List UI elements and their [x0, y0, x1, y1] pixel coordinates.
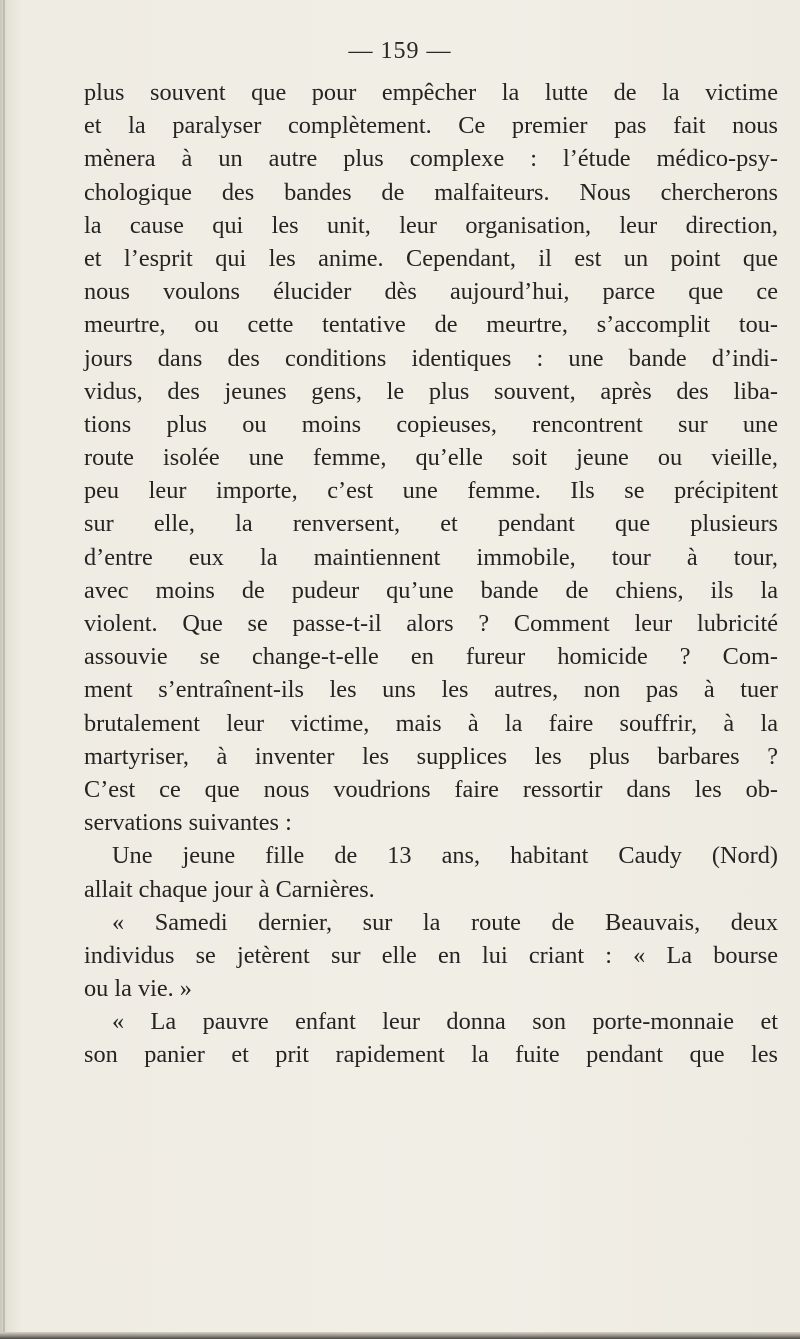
text-line: vidus, des jeunes gens, le plus souvent, après des liba- — [84, 377, 778, 405]
paragraph — [84, 839, 778, 905]
text-line: mènera à un autre plus complexe : l’étude médico-psy- — [84, 145, 778, 173]
page-number: — 159 — — [348, 38, 452, 64]
text-line: chologique des bandes de malfaiteurs. Nous chercherons — [84, 178, 778, 206]
text-line: d’entre eux la maintiennent immobile, tour à tour, — [84, 543, 778, 571]
text-line: C’est ce que nous voudrions faire ressortir dans les ob- — [84, 775, 778, 803]
text-line: jours dans des conditions identiques : une bande d’indi- — [84, 344, 778, 372]
paragraph — [84, 906, 778, 1006]
text-line: et la paralyser complètement. Ce premier pas fait nous — [84, 112, 778, 140]
text-line: Une jeune fille de 13 ans, habitant Caudy (Nord) — [112, 842, 778, 870]
text-line: plus souvent que pour empêcher la lutte de la victime — [84, 79, 778, 106]
text-line: avec moins de pudeur qu’une bande de chiens, ils la — [84, 576, 778, 604]
text-line: violent. Que se passe-t-il alors ? Comment leur lubricité — [84, 610, 778, 637]
paragraph — [84, 1005, 778, 1071]
text-line: tions plus ou moins copieuses, rencontrent sur une — [84, 410, 778, 438]
paragraph — [84, 76, 778, 839]
text-line: sur elle, la renversent, et pendant que plusieurs — [84, 510, 778, 538]
text-line: route isolée une femme, qu’elle soit jeune ou vieille, — [84, 444, 778, 472]
text-line: « La pauvre enfant leur donna son porte-monnaie et — [112, 1008, 778, 1036]
body-text — [84, 76, 778, 1072]
text-line: individus se jetèrent sur elle en lui criant : « La bourse — [84, 941, 778, 969]
text-line: ou la vie. » — [84, 975, 192, 1003]
text-line: martyriser, à inventer les supplices les plus barbares ? — [84, 742, 778, 770]
text-line: assouvie se change-t-elle en fureur homicide ? Com- — [84, 643, 778, 671]
text-line: servations suivantes : — [84, 809, 292, 837]
page-bottom-edge — [0, 1332, 800, 1339]
text-line: son panier et prit rapidement la fuite pendant que les — [84, 1041, 778, 1069]
text-line: ment s’entraînent-ils les uns les autres, non pas à tuer — [84, 676, 778, 704]
page-gutter-shadow — [3, 0, 5, 1339]
text-line: nous voulons élucider dès aujourd’hui, parce que ce — [84, 278, 778, 306]
text-line: la cause qui les unit, leur organisation, leur direction, — [84, 211, 778, 239]
text-line: et l’esprit qui les anime. Cependant, il est un point que — [84, 244, 778, 272]
text-line: « Samedi dernier, sur la route de Beauvais, deux — [112, 908, 778, 936]
text-line: peu leur importe, c’est une femme. Ils se précipitent — [84, 477, 778, 505]
text-line: meurtre, ou cette tentative de meurtre, s’accomplit tou- — [84, 311, 778, 339]
text-line: brutalement leur victime, mais à la faire souffrir, à la — [84, 709, 778, 737]
text-line: allait chaque jour à Carnières. — [84, 875, 375, 903]
